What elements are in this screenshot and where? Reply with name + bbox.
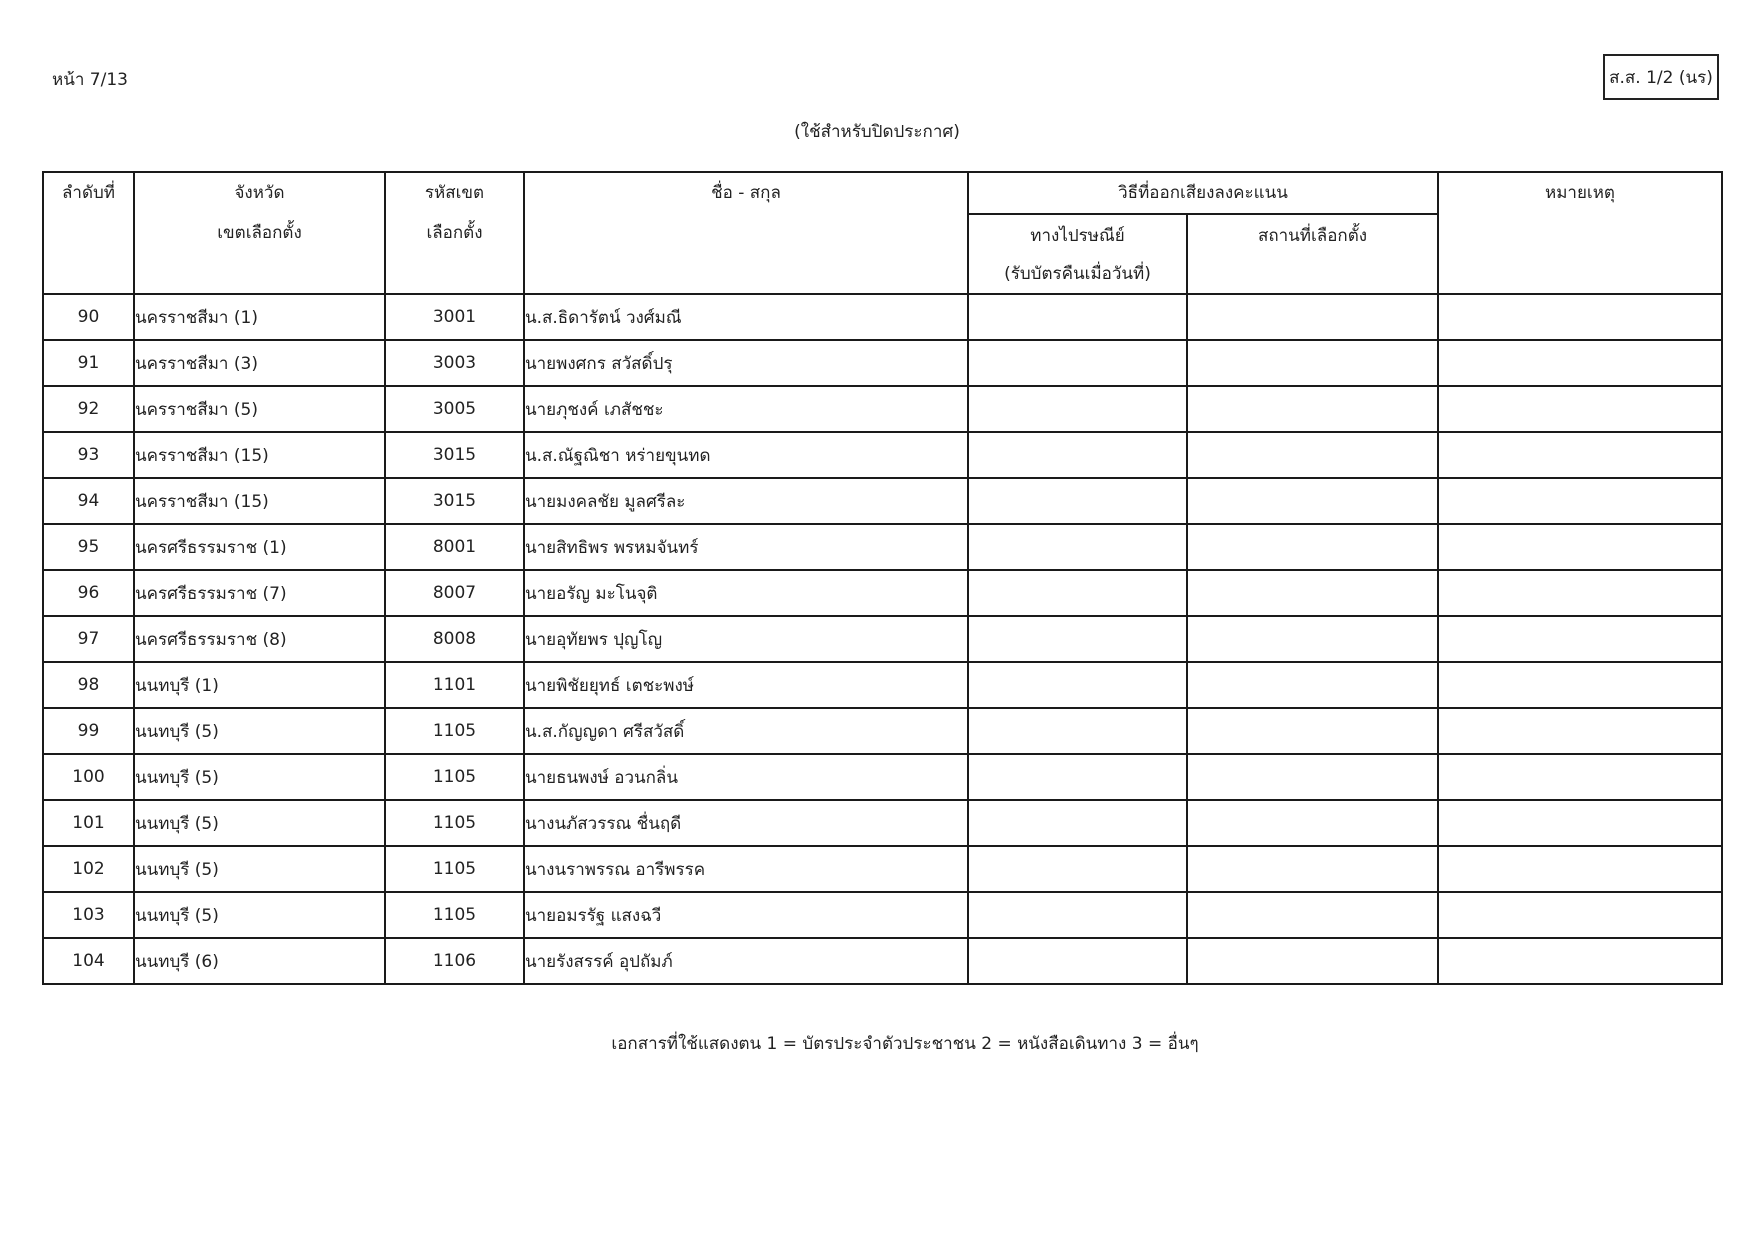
header-polling-place: สถานที่เลือกตั้ง (1187, 214, 1438, 294)
cell-remarks (1438, 340, 1722, 386)
cell-postal (968, 800, 1187, 846)
cell-province: นนทบุรี (5) (134, 892, 385, 938)
cell-district-code: 1105 (385, 846, 524, 892)
cell-district-code: 3005 (385, 386, 524, 432)
page-number: หน้า 7/13 (52, 70, 128, 90)
cell-seq: 91 (43, 340, 134, 386)
cell-district-code: 1101 (385, 662, 524, 708)
cell-remarks (1438, 846, 1722, 892)
cell-province: นนทบุรี (6) (134, 938, 385, 984)
cell-district-code: 8001 (385, 524, 524, 570)
cell-province: นนทบุรี (5) (134, 846, 385, 892)
cell-polling-place (1187, 294, 1438, 340)
cell-name: นางนภัสวรรณ ชื่นฤดี (524, 800, 968, 846)
cell-district-code: 3001 (385, 294, 524, 340)
cell-seq: 99 (43, 708, 134, 754)
cell-polling-place (1187, 662, 1438, 708)
cell-seq: 96 (43, 570, 134, 616)
cell-province: นครราชสีมา (5) (134, 386, 385, 432)
cell-polling-place (1187, 386, 1438, 432)
cell-postal (968, 662, 1187, 708)
cell-remarks (1438, 524, 1722, 570)
table-row (43, 570, 1722, 616)
cell-remarks (1438, 800, 1722, 846)
cell-remarks (1438, 432, 1722, 478)
usage-note: (ใช้สำหรับปิดประกาศ) (794, 122, 960, 142)
cell-province: นนทบุรี (5) (134, 754, 385, 800)
cell-remarks (1438, 708, 1722, 754)
table-row (43, 386, 1722, 432)
header-remarks: หมายเหตุ (1438, 172, 1722, 294)
cell-postal (968, 432, 1187, 478)
cell-remarks (1438, 478, 1722, 524)
cell-name: นายอรัญ มะโนจุติ (524, 570, 968, 616)
cell-polling-place (1187, 938, 1438, 984)
cell-remarks (1438, 754, 1722, 800)
cell-name: นายมงคลชัย มูลศรีละ (524, 478, 968, 524)
cell-remarks (1438, 294, 1722, 340)
cell-name: นายพิชัยยุทธ์ เตชะพงษ์ (524, 662, 968, 708)
cell-polling-place (1187, 524, 1438, 570)
cell-name: นายอุทัยพร ปุญโญ (524, 616, 968, 662)
cell-district-code: 1106 (385, 938, 524, 984)
table-row (43, 708, 1722, 754)
cell-province: นครศรีธรรมราช (7) (134, 570, 385, 616)
header-postal: ทางไปรษณีย์ (รับบัตรคืนเมื่อวันที่) (968, 214, 1187, 294)
cell-postal (968, 846, 1187, 892)
cell-seq: 90 (43, 294, 134, 340)
table-row (43, 432, 1722, 478)
cell-postal (968, 478, 1187, 524)
cell-postal (968, 386, 1187, 432)
table-row (43, 662, 1722, 708)
cell-seq: 92 (43, 386, 134, 432)
form-code-box (1603, 54, 1719, 100)
cell-remarks (1438, 570, 1722, 616)
cell-name: นายรังสรรค์ อุปถัมภ์ (524, 938, 968, 984)
cell-seq: 103 (43, 892, 134, 938)
cell-remarks (1438, 662, 1722, 708)
cell-province: นครราชสีมา (15) (134, 478, 385, 524)
table-row (43, 800, 1722, 846)
table-row (43, 846, 1722, 892)
cell-name: นายธนพงษ์ อวนกลิ่น (524, 754, 968, 800)
cell-province: นครศรีธรรมราช (1) (134, 524, 385, 570)
header-seq: ลำดับที่ (43, 172, 134, 294)
table-row (43, 340, 1722, 386)
cell-name: นายภุชงค์ เภสัชชะ (524, 386, 968, 432)
cell-seq: 98 (43, 662, 134, 708)
table-row (43, 478, 1722, 524)
cell-province: นนทบุรี (1) (134, 662, 385, 708)
table-row (43, 294, 1722, 340)
cell-seq: 102 (43, 846, 134, 892)
cell-district-code: 3015 (385, 432, 524, 478)
cell-polling-place (1187, 478, 1438, 524)
cell-remarks (1438, 892, 1722, 938)
header-voting-method: วิธีที่ออกเสียงลงคะแนน (968, 172, 1438, 214)
cell-postal (968, 938, 1187, 984)
cell-postal (968, 616, 1187, 662)
header-district-code: รหัสเขต เลือกตั้ง (385, 172, 524, 294)
cell-district-code: 1105 (385, 800, 524, 846)
cell-province: นครราชสีมา (1) (134, 294, 385, 340)
cell-name: นายพงศกร สวัสดิ์ปรุ (524, 340, 968, 386)
cell-postal (968, 892, 1187, 938)
cell-polling-place (1187, 432, 1438, 478)
cell-province: นครศรีธรรมราช (8) (134, 616, 385, 662)
table-row (43, 616, 1722, 662)
cell-name: นายอมรรัฐ แสงฉวี (524, 892, 968, 938)
table-row (43, 938, 1722, 984)
cell-seq: 104 (43, 938, 134, 984)
cell-postal (968, 708, 1187, 754)
table-row (43, 892, 1722, 938)
cell-remarks (1438, 938, 1722, 984)
cell-postal (968, 570, 1187, 616)
cell-polling-place (1187, 846, 1438, 892)
cell-name: น.ส.ธิดารัตน์ วงศ์มณี (524, 294, 968, 340)
cell-polling-place (1187, 800, 1438, 846)
cell-polling-place (1187, 754, 1438, 800)
cell-seq: 93 (43, 432, 134, 478)
cell-seq: 94 (43, 478, 134, 524)
cell-district-code: 3015 (385, 478, 524, 524)
id-document-footnote: เอกสารที่ใช้แสดงตน 1 = บัตรประจำตัวประชาชน 2 = หนังสือเดินทาง 3 = อื่นๆ (611, 1034, 1199, 1054)
cell-name: นายสิทธิพร พรหมจันทร์ (524, 524, 968, 570)
cell-postal (968, 294, 1187, 340)
cell-remarks (1438, 616, 1722, 662)
cell-province: นครราชสีมา (3) (134, 340, 385, 386)
cell-postal (968, 754, 1187, 800)
cell-seq: 100 (43, 754, 134, 800)
cell-polling-place (1187, 708, 1438, 754)
cell-district-code: 1105 (385, 708, 524, 754)
cell-polling-place (1187, 340, 1438, 386)
table-row (43, 754, 1722, 800)
cell-polling-place (1187, 570, 1438, 616)
header-province: จังหวัด เขตเลือกตั้ง (134, 172, 385, 294)
cell-name: น.ส.ณัฐณิชา หร่ายขุนทด (524, 432, 968, 478)
cell-province: นนทบุรี (5) (134, 708, 385, 754)
cell-district-code: 1105 (385, 754, 524, 800)
cell-postal (968, 340, 1187, 386)
cell-district-code: 3003 (385, 340, 524, 386)
voter-roster-table (42, 171, 1723, 985)
cell-province: นครราชสีมา (15) (134, 432, 385, 478)
cell-seq: 95 (43, 524, 134, 570)
cell-district-code: 8007 (385, 570, 524, 616)
cell-seq: 97 (43, 616, 134, 662)
cell-name: นางนราพรรณ อารีพรรค (524, 846, 968, 892)
cell-polling-place (1187, 892, 1438, 938)
table-row (43, 524, 1722, 570)
cell-remarks (1438, 386, 1722, 432)
cell-district-code: 8008 (385, 616, 524, 662)
cell-province: นนทบุรี (5) (134, 800, 385, 846)
header-name: ชื่อ - สกุล (524, 172, 968, 294)
cell-polling-place (1187, 616, 1438, 662)
cell-name: น.ส.กัญญดา ศรีสวัสดิ์ (524, 708, 968, 754)
cell-postal (968, 524, 1187, 570)
form-code: ส.ส. 1/2 (นร) (1609, 67, 1713, 88)
cell-district-code: 1105 (385, 892, 524, 938)
cell-seq: 101 (43, 800, 134, 846)
